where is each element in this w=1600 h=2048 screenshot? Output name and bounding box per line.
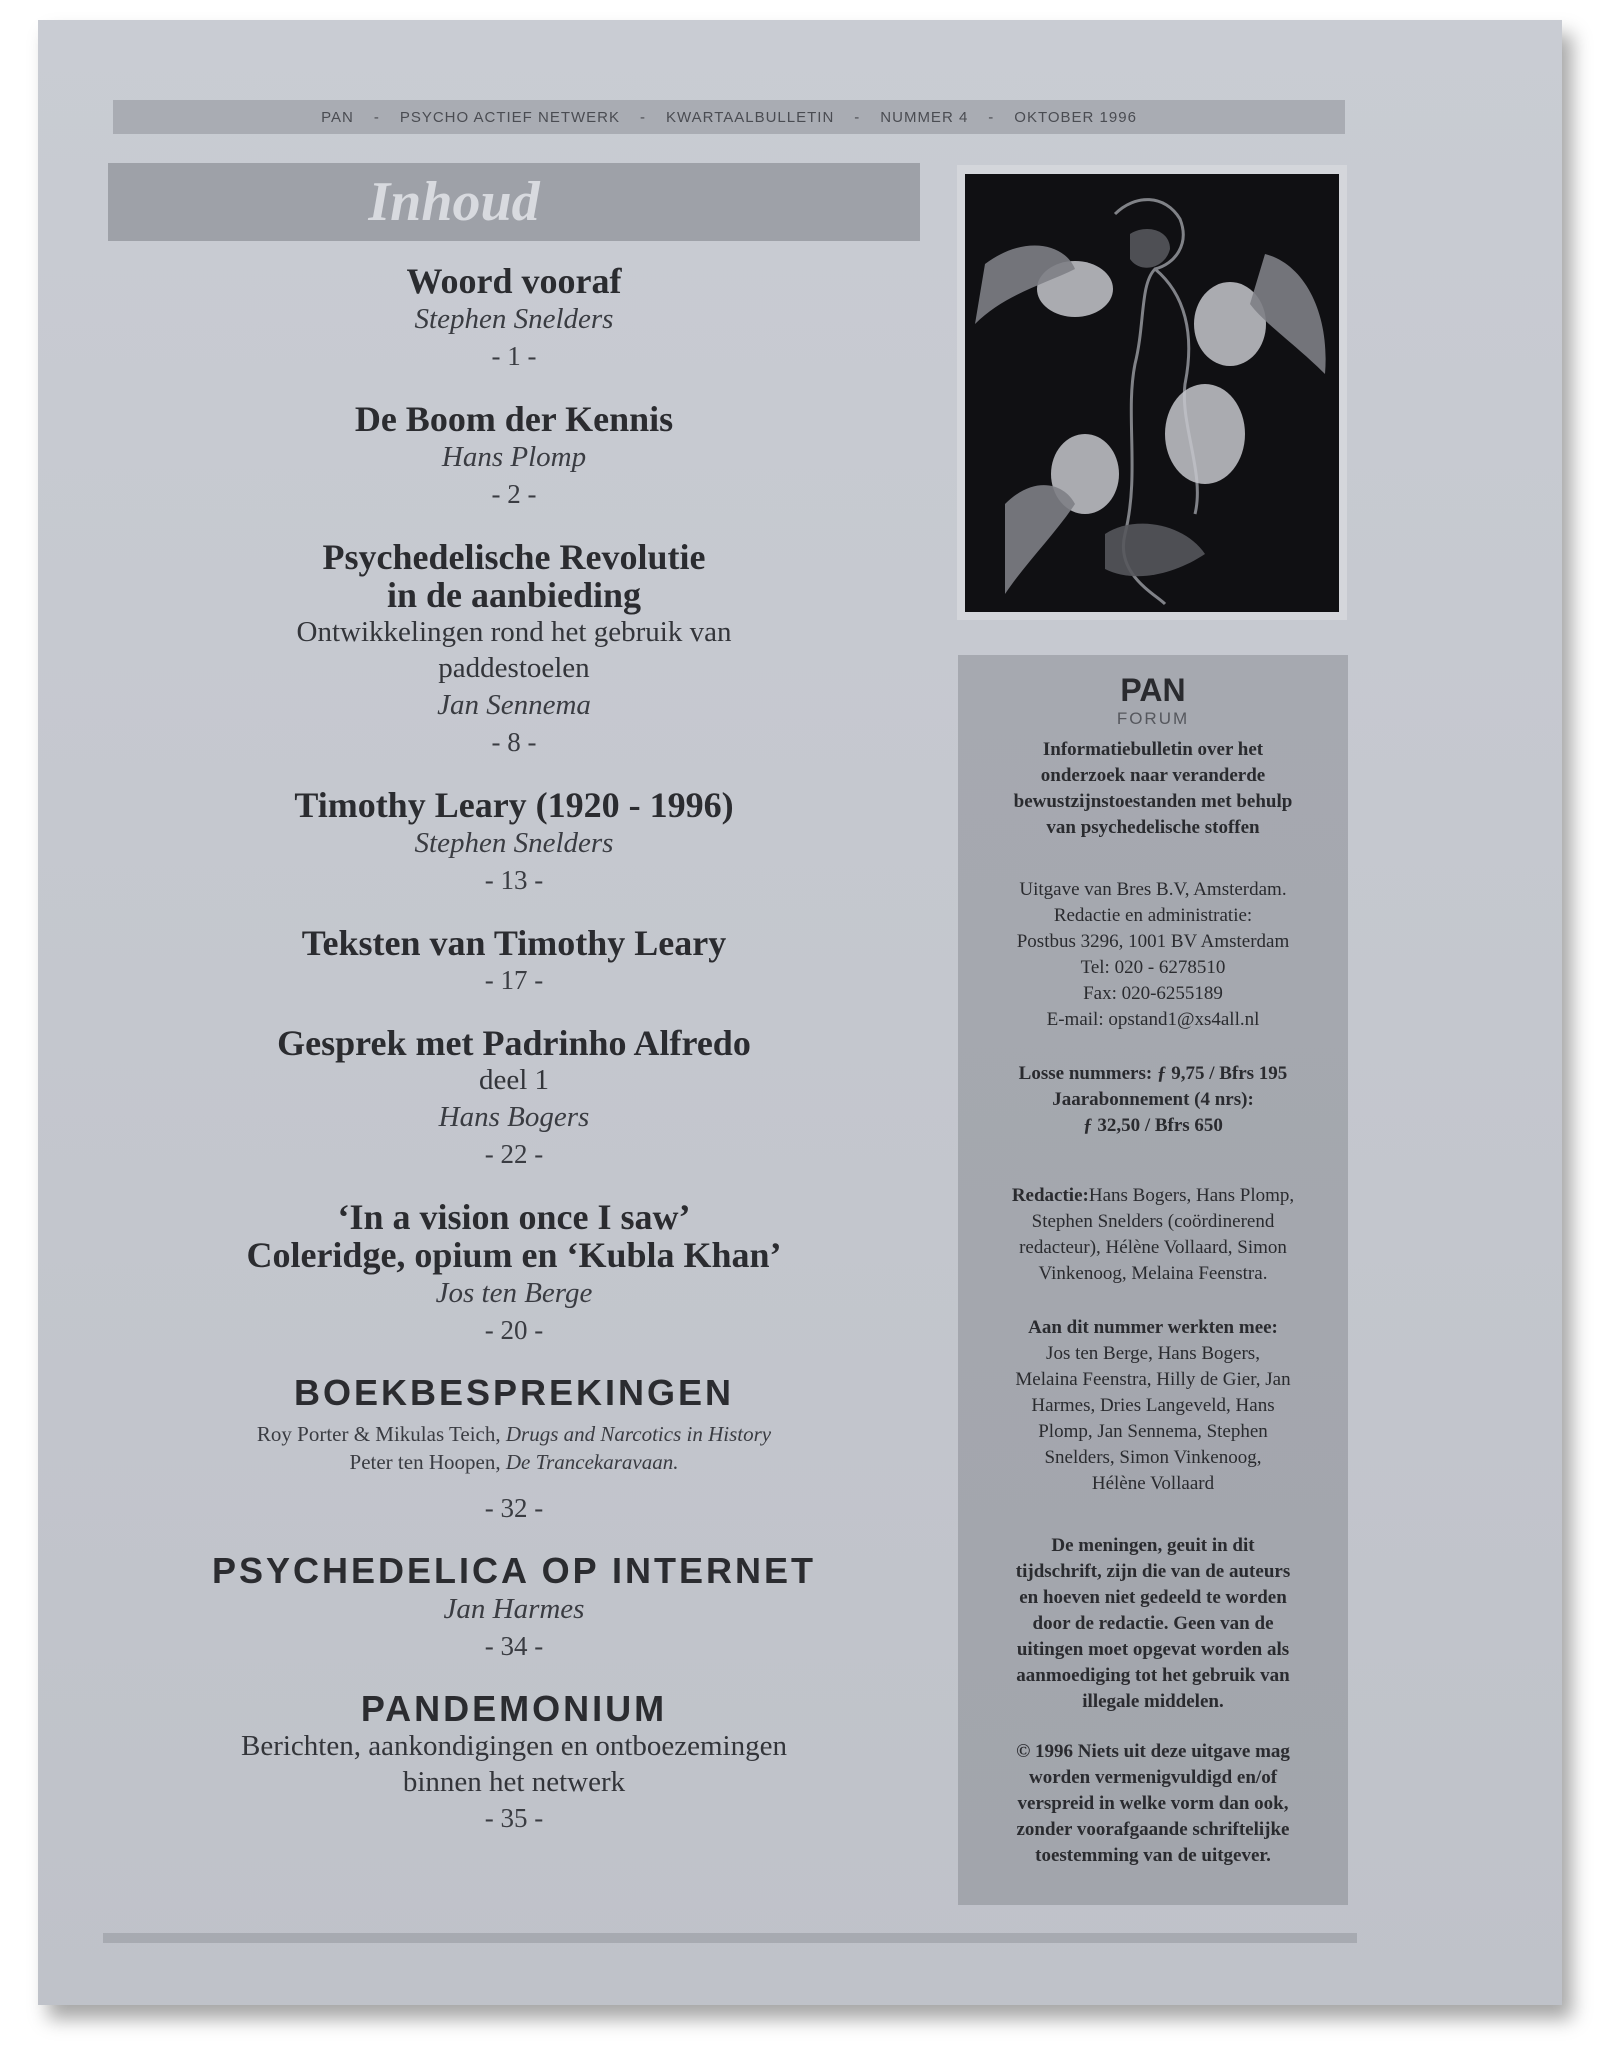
toc-title-line: Coleridge, opium en ‘Kubla Khan’: [246, 1235, 782, 1275]
text-line: van psychedelische stoffen: [1046, 817, 1260, 838]
text-line: Jos ten Berge, Hans Bogers,: [1046, 1343, 1260, 1364]
toc-entry-pandemonium[interactable]: [108, 1690, 920, 1836]
text-line: Hans Bogers, Hans Plomp,: [1088, 1185, 1295, 1206]
editors-label: Redactie:: [1011, 1185, 1089, 1206]
review-list: [108, 1420, 920, 1476]
text-line: Harmes, Dries Langeveld, Hans: [1031, 1395, 1275, 1416]
toc-title-line: Psychedelische Revolutie: [322, 537, 706, 577]
header-network: PSYCHO ACTIEF NETWERK: [399, 108, 621, 126]
footer-rule: [103, 1933, 1357, 1943]
sidebar-copyright: [980, 1739, 1326, 1869]
toc-entry-kubla-khan[interactable]: [108, 1198, 920, 1348]
text-line: onderzoek naar veranderde: [1040, 765, 1266, 786]
text-line: Stephen Snelders (coördinerend: [1031, 1211, 1275, 1232]
text-line: tijdschrift, zijn die van de auteurs: [1015, 1561, 1291, 1582]
header-separator: -: [373, 108, 380, 126]
illustration-frame: [957, 165, 1347, 620]
toc-title-line: ‘In a vision once I saw’: [337, 1197, 691, 1237]
toc-subtitle-line: Ontwikkelingen rond het gebruik van: [296, 616, 732, 648]
toc-entry-psychedelica-internet[interactable]: [108, 1552, 920, 1664]
toc-title-line: in de aanbieding: [386, 575, 642, 615]
header-date: OKTOBER 1996: [1014, 108, 1137, 126]
toc-title: PSYCHEDELICA OP INTERNET: [211, 1550, 817, 1591]
review-item: [108, 1420, 920, 1448]
text-line: Vinkenoog, Melaina Feenstra.: [1038, 1263, 1268, 1284]
toc-author: Hans Plomp: [441, 441, 587, 473]
header-pan: PAN: [321, 108, 354, 126]
toc-entry-woord-vooraf[interactable]: [108, 262, 920, 374]
text-line: Postbus 3296, 1001 BV Amsterdam: [1016, 931, 1290, 952]
toc-author: Hans Bogers: [438, 1101, 590, 1133]
toc-page-number: - 22 -: [484, 1139, 544, 1169]
toc-title: BOEKBESPREKINGEN: [293, 1372, 735, 1413]
header-bulletin: KWARTAALBULLETIN: [666, 108, 835, 126]
toc-entry-timothy-leary[interactable]: [108, 786, 920, 898]
toc-page-number: - 35 -: [484, 1803, 544, 1833]
table-of-contents: [108, 262, 920, 1862]
toc-author: Jos ten Berge: [435, 1277, 593, 1309]
toc-title: De Boom der Kennis: [354, 399, 674, 439]
sidebar-disclaimer: [980, 1533, 1326, 1715]
toc-author: Stephen Snelders: [414, 827, 614, 859]
running-header: [113, 100, 1345, 134]
text-line: worden vermenigvuldigd en/of: [1028, 1767, 1278, 1788]
text-line: Hélène Vollaard: [1091, 1473, 1215, 1494]
toc-page-number: - 2 -: [491, 479, 537, 509]
text-line: Plomp, Jan Sennema, Stephen: [1038, 1421, 1268, 1442]
text-line: en hoeven niet gedeeld te worden: [1019, 1587, 1287, 1608]
toc-author: Jan Sennema: [437, 689, 591, 721]
header-separator: -: [854, 108, 861, 126]
text-line: De meningen, geuit in dit: [1051, 1535, 1255, 1556]
text-line: Redactie en administratie:: [1053, 905, 1253, 926]
review-author: Roy Porter & Mikulas Teich,: [256, 1422, 506, 1446]
text-line: Jaarabonnement (4 nrs):: [1052, 1089, 1254, 1110]
toc-title: PANDEMONIUM: [360, 1688, 668, 1729]
text-line: aanmoediging tot het gebruik van: [1016, 1665, 1290, 1686]
toc-subtitle-line: binnen het netwerk: [402, 1766, 626, 1798]
toc-entry-psychedelische-revolutie[interactable]: [108, 538, 920, 760]
toc-title: Timothy Leary (1920 - 1996): [294, 785, 734, 825]
header-issue: NUMMER 4: [880, 108, 969, 126]
toc-entry-padrinho-alfredo[interactable]: [108, 1024, 920, 1172]
contributors-label: Aan dit nummer werkten mee:: [1028, 1317, 1278, 1338]
text-line: Fax: 020-6255189: [1083, 983, 1223, 1004]
sidebar-contributors: [980, 1315, 1326, 1497]
review-author: Peter ten Hoopen,: [349, 1450, 506, 1474]
toc-entry-teksten-leary[interactable]: [108, 924, 920, 998]
contents-heading: Inhoud: [368, 171, 540, 233]
header-separator: -: [640, 108, 647, 126]
text-line: illegale middelen.: [1082, 1691, 1224, 1712]
text-line: Informatiebulletin over het: [1042, 739, 1264, 760]
toc-page-number: - 17 -: [484, 965, 544, 995]
toc-author: Stephen Snelders: [414, 303, 614, 335]
toc-subtitle-line: Berichten, aankondigingen en ontboezemingen: [241, 1730, 787, 1762]
review-item: [108, 1448, 920, 1476]
text-line: Melaina Feenstra, Hilly de Gier, Jan: [1015, 1369, 1291, 1390]
sidebar-publisher: [980, 877, 1326, 1033]
text-line: bewustzijnstoestanden met behulp: [1013, 791, 1293, 812]
sidebar-prices: [980, 1061, 1326, 1139]
text-line: Losse nummers: ƒ 9,75 / Bfrs 195: [1018, 1063, 1288, 1084]
toc-subtitle-line: paddestoelen: [438, 652, 590, 684]
sidebar-editors: [980, 1183, 1326, 1287]
toc-page-number: - 13 -: [484, 865, 544, 895]
text-line: verspreid in welke vorm dan ook,: [1017, 1793, 1289, 1814]
text-line: uitingen moet opgevat worden als: [1016, 1639, 1290, 1660]
text-line: © 1996 Niets uit deze uitgave mag: [1016, 1741, 1290, 1762]
sidebar-title: PAN: [1120, 672, 1186, 708]
toc-page-number: - 8 -: [491, 727, 537, 757]
toc-page-number: - 32 -: [484, 1493, 544, 1523]
text-line: ƒ 32,50 / Bfrs 650: [1083, 1115, 1223, 1136]
review-work: Drugs and Narcotics in History: [505, 1422, 772, 1446]
engraving-illustration: [965, 174, 1339, 612]
review-work: De Trancekaravaan.: [505, 1450, 679, 1474]
text-line: toestemming van de uitgever.: [1035, 1845, 1271, 1866]
text-line: Tel: 020 - 6278510: [1080, 957, 1226, 978]
text-line: door de redactie. Geen van de: [1032, 1613, 1274, 1634]
engraving-image: [965, 174, 1339, 612]
header-separator: -: [988, 108, 995, 126]
toc-subtitle: deel 1: [478, 1064, 550, 1096]
text-line: zonder voorafgaande schriftelijke: [1016, 1819, 1290, 1840]
publication-info-sidebar: [958, 655, 1348, 1905]
email-line[interactable]: E-mail: opstand1@xs4all.nl: [1046, 1009, 1260, 1030]
contents-heading-bar: [108, 163, 920, 241]
text-line: Snelders, Simon Vinkenoog,: [1044, 1447, 1262, 1468]
toc-title: Teksten van Timothy Leary: [301, 923, 727, 963]
toc-title: Gesprek met Padrinho Alfredo: [277, 1023, 751, 1063]
sidebar-description: [980, 737, 1326, 841]
toc-page-number: - 34 -: [484, 1631, 544, 1661]
text-line: redacteur), Hélène Vollaard, Simon: [1019, 1237, 1287, 1258]
toc-title: Woord vooraf: [406, 261, 622, 301]
text-line: Uitgave van Bres B.V, Amsterdam.: [1019, 879, 1287, 900]
toc-page-number: - 20 -: [484, 1315, 544, 1345]
toc-entry-boom-der-kennis[interactable]: [108, 400, 920, 512]
toc-author: Jan Harmes: [443, 1593, 585, 1625]
toc-page-number: - 1 -: [491, 341, 537, 371]
sidebar-subtitle: FORUM: [1116, 709, 1190, 728]
toc-entry-boekbesprekingen[interactable]: [108, 1374, 920, 1526]
